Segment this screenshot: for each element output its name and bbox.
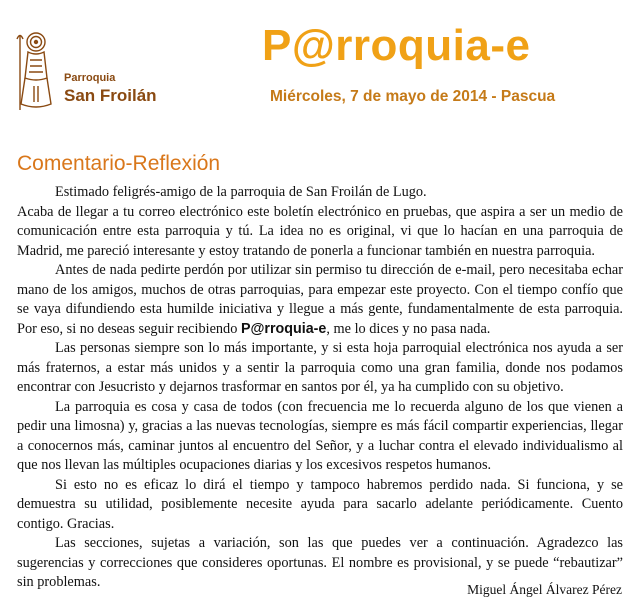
paragraph: Si esto no es eficaz lo dirá el tiempo y tampoco habremos perdido nada. Si funciona, y se demuestra su utilidad, posiblemente necesite ayuda para sacarlo adelante periódicamente. Cuento contigo. Gracias. [17,476,623,532]
paragraph-text: , me lo dices y no pasa nada. [326,320,491,337]
inline-brand: P@rroquia-e [240,320,327,337]
paragraph-text: Antes de nada pedirte perdón por utilizar sin permiso tu dirección de e-mail, pero necesitaba echar mano de los amigos, muchos de otras parroquias, para empezar este proyecto. Con el tiempo confío que se vaya difundiendo esta humilde iniciativa y llegue a más gente, fundamentalmente de esta parroquia. Por eso, si no deseas seguir recibiendo [17,262,623,337]
saint-figure-icon [14,30,54,112]
issue-date: Miércoles, 7 de mayo de 2014 - Pascua [270,88,556,105]
paragraph: La parroquia es cosa y casa de todos (con frecuencia me lo recuerda alguno de los que vienen a pedir una limosna) y, gracias a las nuevas tecnologías, siempre es más fácil compartir experiencias, llegar a conocernos más, caminar juntos al encuentro del Señor, y a luchar contra el elevado individualismo al que nos llevan las múltiples ocupaciones diarias y los excesivos respetos humanos. [17,398,623,473]
paragraph: Acaba de llegar a tu correo electrónico este boletín electrónico en pruebas, que aspira a ser un medio de comunicación entre esta parroquia y tú. La idea no es original, vi que lo hacían en una parroquia de Madrid, me pareció interesante y estoy tratando de ponerla a funcionar también en nuestra parroquia. [17,203,623,259]
parish-label: Parroquia [64,72,116,84]
paragraph: Las personas siempre son lo más importante, y si esta hoja parroquial electrónica nos ayuda a ser más fraternos, a estar más unidos y a sentir la parroquia como una gran familia, donde nos podamos encontrar con Jesucristo y dejarnos trasformar en santos por él, ya ha cumplido con su objetivo. [17,340,623,395]
paragraph [17,261,623,339]
paragraph: Las secciones, sujetas a variación, son las que puedes ver a continuación. Agradezco las sugerencias y correcciones que consideres oportunas. El nombre es provisional, y se puede “rebautizar” sin problemas. [17,535,623,590]
section-title: Comentario-Reflexión [17,152,221,175]
article-body [17,183,623,593]
parish-name: San Froilán [64,86,157,105]
paragraph-greeting: Estimado feligrés-amigo de la parroquia de San Froilán de Lugo. [55,184,427,200]
newsletter-title: P@rroquia-e [262,21,531,70]
header [0,0,640,130]
signature: Miguel Ángel Álvarez Pérez [467,582,622,597]
